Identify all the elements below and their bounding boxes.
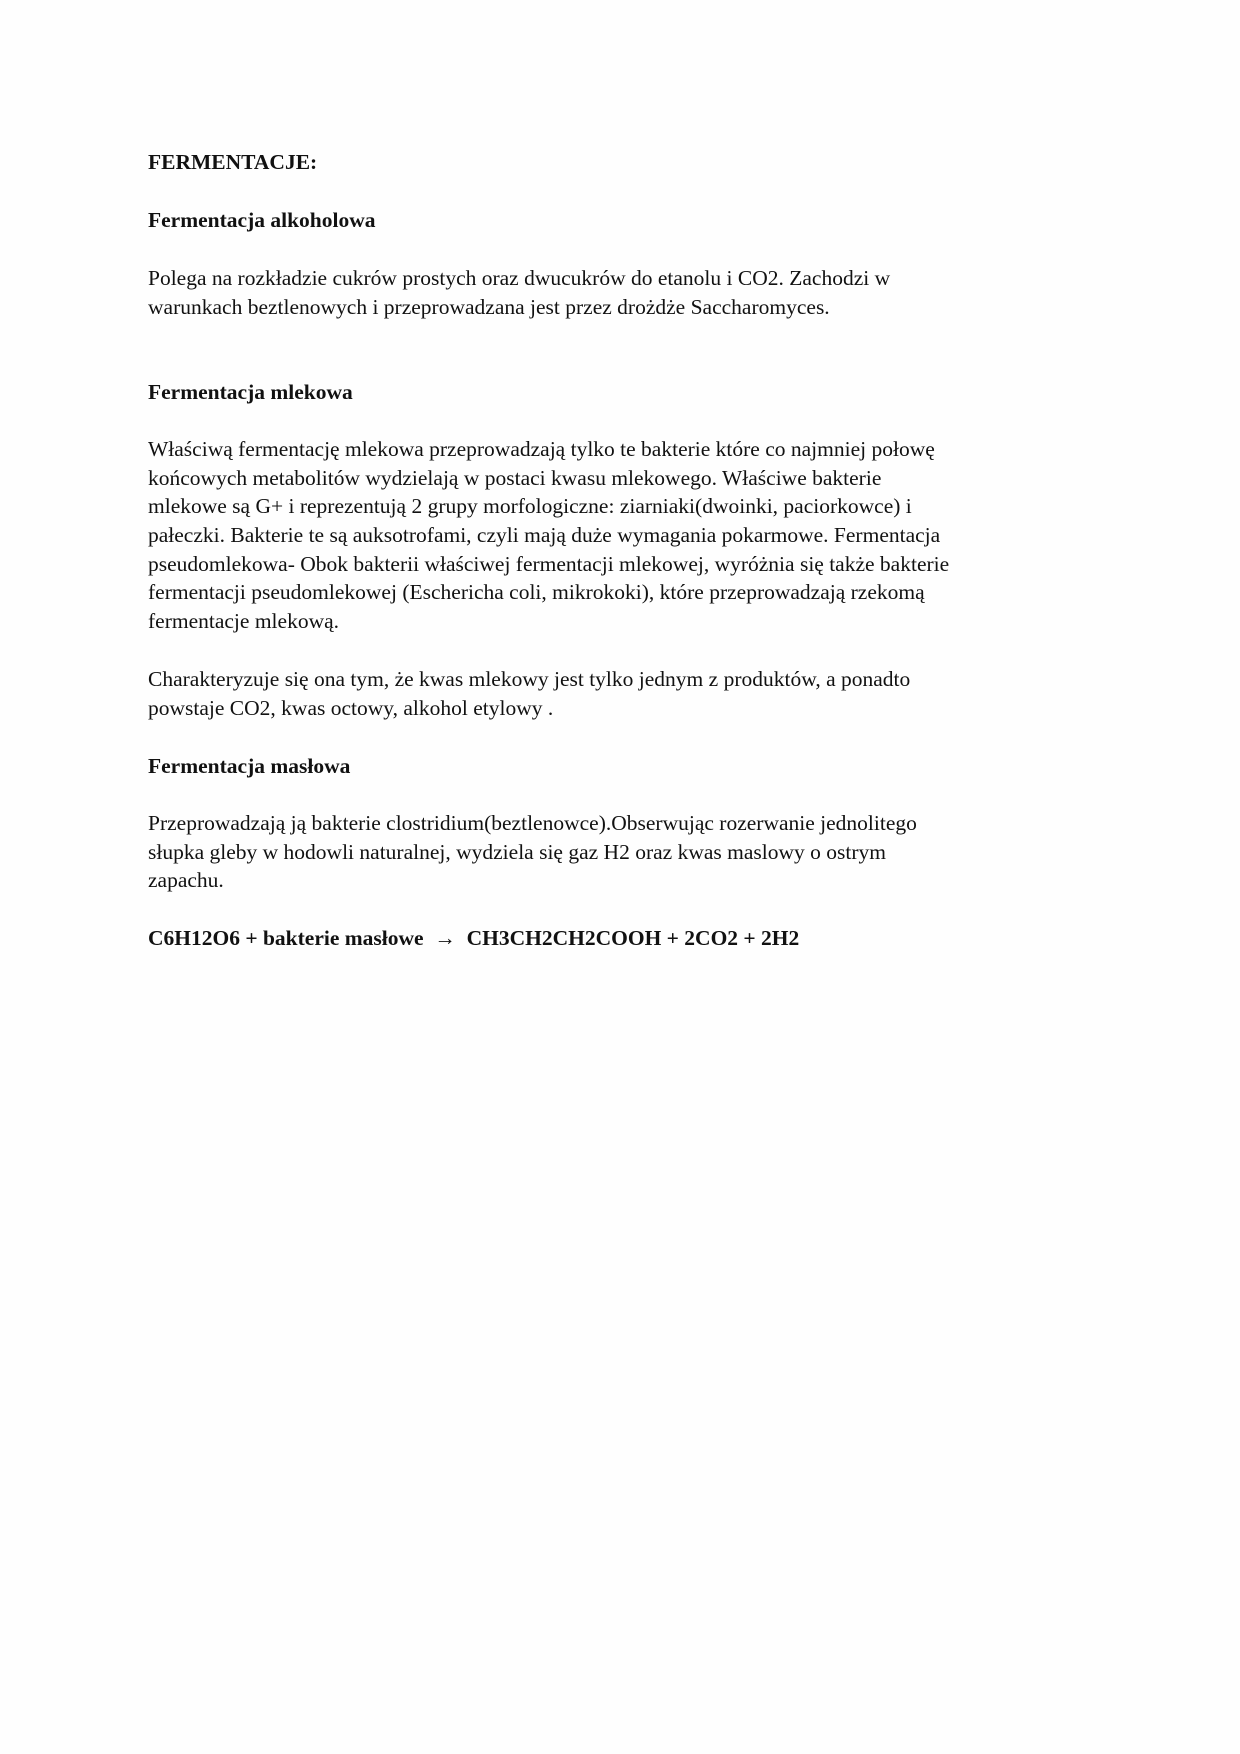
paragraph-line: pałeczki. Bakterie te są auksotrofami, czyli mają duże wymagania pokarmowe. Fermentacja (148, 523, 941, 547)
paragraph-line: powstaje CO2, kwas octowy, alkohol etylowy . (148, 696, 554, 720)
section-heading-maslowa: Fermentacja masłowa (148, 754, 351, 778)
paragraph-line: Charakteryzuje się ona tym, że kwas mlekowy jest tylko jednym z produktów, a ponadto (148, 667, 911, 691)
section-heading-alkoholowa: Fermentacja alkoholowa (148, 208, 376, 232)
paragraph-line: słupka gleby w hodowli naturalnej, wydziela się gaz H2 oraz kwas maslowy o ostrym (148, 840, 886, 864)
paragraph-line: warunkach beztlenowych i przeprowadzana jest przez drożdże Saccharomyces. (148, 295, 830, 319)
paragraph-line: mlekowe są G+ i reprezentują 2 grupy morfologiczne: ziarniaki(dwoinki, paciorkowce) i (148, 494, 912, 518)
paragraph-line: pseudomlekowa- Obok bakterii właściwej fermentacji mlekowej, wyróżnia się także bakterie (148, 552, 950, 576)
paragraph-line: fermentacji pseudomlekowej (Eschericha coli, mikrokoki), które przeprowadzają rzekomą (148, 580, 925, 604)
paragraph-line: Polega na rozkładzie cukrów prostych oraz dwucukrów do etanolu i CO2. Zachodzi w (148, 266, 891, 290)
paragraph-line: Przeprowadzają ją bakterie clostridium(beztlenowce).Obserwując rozerwanie jednolitego (148, 811, 917, 835)
chemical-equation: C6H12O6 + bakterie masłowe → CH3CH2CH2COOH + 2CO2 + 2H2 (148, 926, 800, 950)
paragraph-line: Właściwą fermentację mlekowa przeprowadzają tylko te bakterie które co najmniej połowę (148, 437, 935, 461)
paragraph-line: zapachu. (148, 868, 224, 892)
paragraph-line: fermentacje mlekową. (148, 609, 340, 633)
document-title: FERMENTACJE: (148, 150, 318, 174)
paragraph-line: końcowych metabolitów wydzielają w postaci kwasu mlekowego. Właściwe bakterie (148, 466, 882, 490)
section-heading-mlekowa: Fermentacja mlekowa (148, 380, 353, 404)
